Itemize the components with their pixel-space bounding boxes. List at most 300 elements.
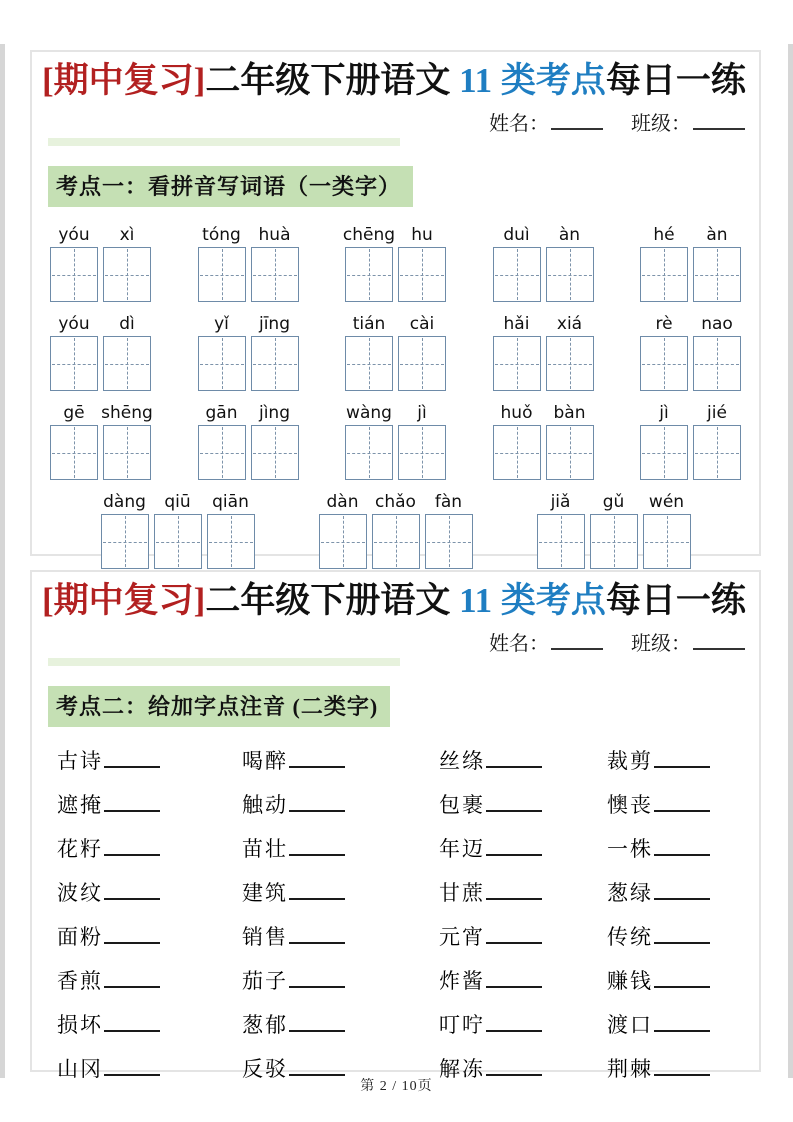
pinyin-label: qiān: [212, 492, 249, 512]
tianzige-box[interactable]: [101, 514, 149, 569]
word-item: [57, 961, 242, 1005]
tianzige-box[interactable]: [103, 336, 151, 391]
tianzige-guide-hline: [156, 542, 200, 543]
pinyin-row: [50, 224, 741, 302]
tianzige-guide-hline: [253, 275, 297, 276]
tianzige-guide-hline: [642, 364, 686, 365]
word-text: 山冈: [57, 1057, 103, 1081]
title-grade-subject: 二年级下册语文: [205, 581, 460, 620]
pinyin-label: jì: [659, 403, 669, 423]
pinyin-answer-blank[interactable]: [654, 750, 710, 768]
tianzige-cell: [693, 402, 741, 480]
tianzige-cell: [251, 313, 299, 391]
word-item: [242, 829, 439, 873]
pinyin-answer-blank[interactable]: [486, 750, 542, 768]
class-blank[interactable]: [693, 113, 745, 130]
tianzige-guide-hline: [105, 364, 149, 365]
tianzige-box[interactable]: [590, 514, 638, 569]
word-group: [50, 224, 151, 302]
pinyin-answer-blank[interactable]: [654, 838, 710, 856]
word-group: [493, 224, 594, 302]
tianzige-cell: [251, 224, 299, 302]
tianzige-cell: [345, 402, 393, 480]
pinyin-label: qiū: [164, 492, 191, 512]
word-item: [607, 829, 749, 873]
tianzige-cell: [319, 491, 367, 569]
pinyin-label: chēng: [342, 225, 396, 245]
word-item: [242, 873, 439, 917]
tianzige-cell: [640, 224, 688, 302]
tianzige-guide-hline: [495, 275, 539, 276]
pinyin-label: xiá: [556, 314, 583, 334]
tianzige-cell: [198, 402, 246, 480]
tianzige-guide-hline: [347, 453, 391, 454]
tianzige-guide-hline: [539, 542, 583, 543]
class-label: 班级：: [631, 113, 691, 135]
pinyin-label: hu: [411, 225, 433, 245]
pinyin-label: hǎi: [503, 314, 530, 334]
title-exam-tag: [期中复习]: [42, 61, 206, 100]
tianzige-cell: [398, 313, 446, 391]
tianzige-guide-hline: [642, 453, 686, 454]
word-item: [607, 961, 749, 1005]
tianzige-box[interactable]: [398, 247, 446, 302]
pinyin-label: àn: [706, 225, 728, 245]
word-group: [640, 402, 741, 480]
tianzige-guide-hline: [103, 542, 147, 543]
word-group: [198, 224, 299, 302]
tianzige-box[interactable]: [640, 425, 688, 480]
word-text: 炸酱: [439, 969, 485, 993]
word-item: [607, 917, 749, 961]
name-label: 姓名：: [489, 633, 549, 655]
tianzige-cell: [198, 224, 246, 302]
pinyin-label: nao: [701, 314, 733, 334]
pinyin-label: yóu: [58, 314, 90, 334]
pinyin-label: dàn: [326, 492, 359, 512]
word-group: [198, 402, 299, 480]
word-group: [345, 402, 446, 480]
word-text: 荆棘: [607, 1057, 653, 1081]
pinyin-label: jīng: [258, 314, 290, 334]
tianzige-box[interactable]: [198, 425, 246, 480]
page-edge-right: [788, 44, 793, 1078]
tianzige-box[interactable]: [546, 336, 594, 391]
title-topic-count: 11 类考点: [459, 581, 606, 620]
tianzige-guide-hline: [209, 542, 253, 543]
tianzige-box[interactable]: [198, 247, 246, 302]
tianzige-cell: [546, 402, 594, 480]
word-text: 遮掩: [57, 793, 103, 817]
word-text: 波纹: [57, 881, 103, 905]
tianzige-guide-hline: [253, 364, 297, 365]
tianzige-box[interactable]: [640, 247, 688, 302]
pinyin-answer-blank[interactable]: [104, 970, 160, 988]
tianzige-box[interactable]: [643, 514, 691, 569]
title-exam-tag: [期中复习]: [42, 581, 206, 620]
word-column: [607, 741, 749, 1093]
pinyin-label: hé: [653, 225, 675, 245]
tianzige-cell: [50, 313, 98, 391]
tianzige-guide-hline: [200, 275, 244, 276]
word-item: [57, 1005, 242, 1049]
tianzige-box[interactable]: [207, 514, 255, 569]
tianzige-cell: [493, 402, 541, 480]
pinyin-label: jì: [417, 403, 427, 423]
pinyin-label: wàng: [346, 403, 392, 423]
tianzige-guide-hline: [200, 364, 244, 365]
word-text: 元宵: [439, 925, 485, 949]
worksheet-page-card-2: [30, 570, 761, 1081]
pinyin-label: huǒ: [500, 403, 533, 423]
tianzige-box[interactable]: [345, 425, 393, 480]
tianzige-guide-hline: [400, 275, 444, 276]
pinyin-answer-blank[interactable]: [654, 1014, 710, 1032]
pinyin-label: jìng: [258, 403, 290, 423]
word-text: 建筑: [242, 881, 288, 905]
tianzige-box[interactable]: [546, 425, 594, 480]
word-text: 反驳: [242, 1057, 288, 1081]
word-group: [50, 402, 151, 480]
tianzige-cell: [154, 491, 202, 569]
tianzige-guide-hline: [427, 542, 471, 543]
tianzige-box[interactable]: [319, 514, 367, 569]
pinyin-answer-blank[interactable]: [104, 882, 160, 900]
word-item: [242, 785, 439, 829]
tianzige-guide-hline: [548, 453, 592, 454]
word-column: [242, 741, 439, 1093]
tianzige-guide-hline: [642, 275, 686, 276]
tianzige-guide-hline: [400, 364, 444, 365]
tianzige-box[interactable]: [251, 247, 299, 302]
class-label: 班级：: [631, 633, 691, 655]
class-blank[interactable]: [693, 633, 745, 650]
tianzige-guide-hline: [695, 453, 739, 454]
tianzige-cell: [103, 313, 151, 391]
pinyin-answer-blank[interactable]: [654, 1058, 710, 1076]
tianzige-cell: [398, 224, 446, 302]
name-blank[interactable]: [551, 633, 603, 650]
word-text: 销售: [242, 925, 288, 949]
tianzige-cell: [251, 402, 299, 480]
pinyin-answer-blank[interactable]: [486, 1014, 542, 1032]
word-column: [439, 741, 607, 1093]
tianzige-box[interactable]: [693, 425, 741, 480]
pinyin-row: [50, 313, 741, 391]
page-number: 第 2 / 10页: [360, 1079, 433, 1094]
word-group: [537, 491, 691, 569]
pinyin-answer-blank[interactable]: [654, 882, 710, 900]
tianzige-guide-hline: [400, 453, 444, 454]
tianzige-cell: [640, 313, 688, 391]
tianzige-cell: [103, 402, 151, 480]
word-group: [493, 313, 594, 391]
tianzige-cell: [590, 491, 638, 569]
tianzige-box[interactable]: [693, 336, 741, 391]
word-group: [640, 313, 741, 391]
word-text: 年迈: [439, 837, 485, 861]
pinyin-label: tóng: [202, 225, 241, 245]
tianzige-box[interactable]: [493, 425, 541, 480]
pinyin-label: dàng: [103, 492, 146, 512]
tianzige-cell: [693, 313, 741, 391]
tianzige-guide-hline: [52, 453, 96, 454]
tianzige-cell: [198, 313, 246, 391]
word-item: [57, 873, 242, 917]
word-group: [198, 313, 299, 391]
pinyin-answer-blank[interactable]: [289, 1058, 345, 1076]
tianzige-guide-hline: [695, 364, 739, 365]
tianzige-cell: [546, 224, 594, 302]
tianzige-cell: [493, 224, 541, 302]
tianzige-box[interactable]: [425, 514, 473, 569]
pinyin-label: àn: [558, 225, 581, 245]
tianzige-box[interactable]: [398, 425, 446, 480]
pinyin-answer-blank[interactable]: [654, 794, 710, 812]
name-class-line: [32, 107, 759, 135]
tianzige-box[interactable]: [493, 247, 541, 302]
pinyin-label: rè: [655, 314, 673, 334]
pinyin-label: gān: [205, 403, 238, 423]
pinyin-answer-blank[interactable]: [104, 1014, 160, 1032]
pinyin-answer-blank[interactable]: [104, 750, 160, 768]
word-text: 葱绿: [607, 881, 653, 905]
worksheet-page-card-1: [30, 50, 761, 556]
tianzige-cell: [345, 313, 393, 391]
word-text: 损坏: [57, 1013, 103, 1037]
tianzige-guide-hline: [52, 275, 96, 276]
word-text: 裁剪: [607, 749, 653, 773]
name-blank[interactable]: [551, 113, 603, 130]
pinyin-label: gǔ: [602, 492, 625, 512]
tianzige-guide-hline: [548, 364, 592, 365]
pinyin-answer-blank[interactable]: [486, 794, 542, 812]
pinyin-answer-blank[interactable]: [289, 794, 345, 812]
word-column: [57, 741, 242, 1093]
tianzige-guide-hline: [495, 364, 539, 365]
tianzige-guide-hline: [52, 364, 96, 365]
word-item: [242, 961, 439, 1005]
word-text: 花籽: [57, 837, 103, 861]
tianzige-box[interactable]: [198, 336, 246, 391]
word-group: [342, 224, 446, 302]
pinyin-label: chǎo: [375, 492, 416, 512]
word-item: [439, 873, 607, 917]
pinyin-answer-blank[interactable]: [289, 838, 345, 856]
word-group: [493, 402, 594, 480]
word-item: [57, 829, 242, 873]
tianzige-box[interactable]: [345, 247, 393, 302]
tianzige-guide-hline: [253, 453, 297, 454]
title-daily-practice: 每日一练: [605, 581, 746, 620]
pinyin-label: wén: [648, 492, 685, 512]
pinyin-answer-blank[interactable]: [486, 882, 542, 900]
highlight-strip: [48, 658, 400, 666]
word-item: [439, 741, 607, 785]
tianzige-box[interactable]: [50, 425, 98, 480]
word-item: [607, 785, 749, 829]
word-group: [50, 313, 151, 391]
pinyin-answer-blank[interactable]: [486, 926, 542, 944]
word-item: [439, 829, 607, 873]
word-text: 苗壮: [242, 837, 288, 861]
word-item: [607, 741, 749, 785]
word-text: 一株: [607, 837, 653, 861]
pinyin-answer-blank[interactable]: [486, 970, 542, 988]
tianzige-box[interactable]: [50, 247, 98, 302]
tianzige-guide-hline: [495, 453, 539, 454]
pinyin-answer-blank[interactable]: [654, 970, 710, 988]
pinyin-writing-grid: [32, 207, 759, 569]
name-class-line: [32, 627, 759, 655]
word-text: 包裹: [439, 793, 485, 817]
pinyin-answer-blank[interactable]: [486, 838, 542, 856]
word-text: 渡口: [607, 1013, 653, 1037]
word-text: 喝醉: [242, 749, 288, 773]
pinyin-label: bàn: [553, 403, 586, 423]
title-topic-count: 11 类考点: [459, 61, 606, 100]
word-item: [439, 785, 607, 829]
tianzige-box[interactable]: [372, 514, 420, 569]
name-label: 姓名：: [489, 113, 549, 135]
tianzige-cell: [425, 491, 473, 569]
tianzige-cell: [643, 491, 691, 569]
tianzige-guide-hline: [105, 275, 149, 276]
tianzige-cell: [537, 491, 585, 569]
section-1-heading: 考点一：看拼音写词语（一类字）: [48, 166, 413, 207]
pinyin-label: yǐ: [214, 314, 229, 334]
tianzige-cell: [342, 224, 396, 302]
word-group: [640, 224, 741, 302]
word-text: 丝绦: [439, 749, 485, 773]
word-text: 赚钱: [607, 969, 653, 993]
pinyin-label: yóu: [58, 225, 90, 245]
tianzige-box[interactable]: [398, 336, 446, 391]
word-item: [439, 917, 607, 961]
tianzige-guide-hline: [645, 542, 689, 543]
tianzige-box[interactable]: [103, 425, 151, 480]
word-annotation-list: [32, 727, 759, 1093]
tianzige-guide-hline: [548, 275, 592, 276]
word-text: 古诗: [57, 749, 103, 773]
tianzige-guide-hline: [321, 542, 365, 543]
word-item: [439, 961, 607, 1005]
tianzige-cell: [640, 402, 688, 480]
word-group: [319, 491, 473, 569]
pinyin-answer-blank[interactable]: [654, 926, 710, 944]
tianzige-box[interactable]: [546, 247, 594, 302]
word-item: [242, 917, 439, 961]
tianzige-box[interactable]: [50, 336, 98, 391]
pinyin-answer-blank[interactable]: [289, 882, 345, 900]
pinyin-answer-blank[interactable]: [289, 970, 345, 988]
highlight-strip: [48, 138, 400, 146]
word-item: [242, 1005, 439, 1049]
word-text: 解冻: [439, 1057, 485, 1081]
word-text: 面粉: [57, 925, 103, 949]
word-item: [242, 741, 439, 785]
pinyin-label: tián: [352, 314, 386, 334]
pinyin-answer-blank[interactable]: [104, 838, 160, 856]
tianzige-guide-hline: [592, 542, 636, 543]
tianzige-cell: [101, 491, 149, 569]
tianzige-cell: [493, 313, 541, 391]
tianzige-guide-hline: [347, 275, 391, 276]
word-text: 茄子: [242, 969, 288, 993]
pinyin-answer-blank[interactable]: [104, 926, 160, 944]
word-item: [57, 785, 242, 829]
word-text: 触动: [242, 793, 288, 817]
pinyin-label: xì: [119, 225, 135, 245]
word-text: 叮咛: [439, 1013, 485, 1037]
word-item: [439, 1005, 607, 1049]
pinyin-answer-blank[interactable]: [289, 926, 345, 944]
tianzige-box[interactable]: [693, 247, 741, 302]
pinyin-answer-blank[interactable]: [104, 794, 160, 812]
tianzige-cell: [207, 491, 255, 569]
tianzige-guide-hline: [347, 364, 391, 365]
tianzige-cell: [398, 402, 446, 480]
tianzige-box[interactable]: [640, 336, 688, 391]
tianzige-cell: [546, 313, 594, 391]
pinyin-answer-blank[interactable]: [486, 1058, 542, 1076]
tianzige-box[interactable]: [103, 247, 151, 302]
pinyin-label: jiǎ: [550, 492, 571, 512]
word-item: [607, 873, 749, 917]
page-title: [32, 52, 759, 104]
pinyin-label: fàn: [434, 492, 463, 512]
tianzige-cell: [50, 402, 98, 480]
tianzige-cell: [50, 224, 98, 302]
pinyin-row: [50, 491, 741, 569]
tianzige-guide-hline: [200, 453, 244, 454]
word-text: 葱郁: [242, 1013, 288, 1037]
word-text: 甘蔗: [439, 881, 485, 905]
pinyin-answer-blank[interactable]: [289, 750, 345, 768]
word-item: [57, 741, 242, 785]
tianzige-box[interactable]: [537, 514, 585, 569]
pinyin-label: huà: [258, 225, 291, 245]
word-text: 香煎: [57, 969, 103, 993]
tianzige-guide-hline: [105, 453, 149, 454]
tianzige-box[interactable]: [493, 336, 541, 391]
section-2-heading: 考点二：给加字点注音 (二类字): [48, 686, 390, 727]
tianzige-guide-hline: [695, 275, 739, 276]
tianzige-cell: [103, 224, 151, 302]
word-group: [101, 491, 255, 569]
word-item: [57, 917, 242, 961]
pinyin-label: gē: [63, 403, 85, 423]
tianzige-guide-hline: [374, 542, 418, 543]
title-daily-practice: 每日一练: [605, 61, 746, 100]
tianzige-box[interactable]: [345, 336, 393, 391]
tianzige-box[interactable]: [251, 336, 299, 391]
pinyin-label: jié: [707, 403, 727, 423]
word-item: [607, 1005, 749, 1049]
tianzige-box[interactable]: [251, 425, 299, 480]
word-text: 传统: [607, 925, 653, 949]
pinyin-answer-blank[interactable]: [104, 1058, 160, 1076]
word-text: 懊丧: [607, 793, 653, 817]
tianzige-cell: [372, 491, 420, 569]
tianzige-box[interactable]: [154, 514, 202, 569]
pinyin-answer-blank[interactable]: [289, 1014, 345, 1032]
page-edge-left: [0, 44, 5, 1078]
tianzige-cell: [693, 224, 741, 302]
pinyin-label: cài: [409, 314, 435, 334]
pinyin-label: shēng: [101, 403, 153, 423]
pinyin-label: dì: [119, 314, 135, 334]
